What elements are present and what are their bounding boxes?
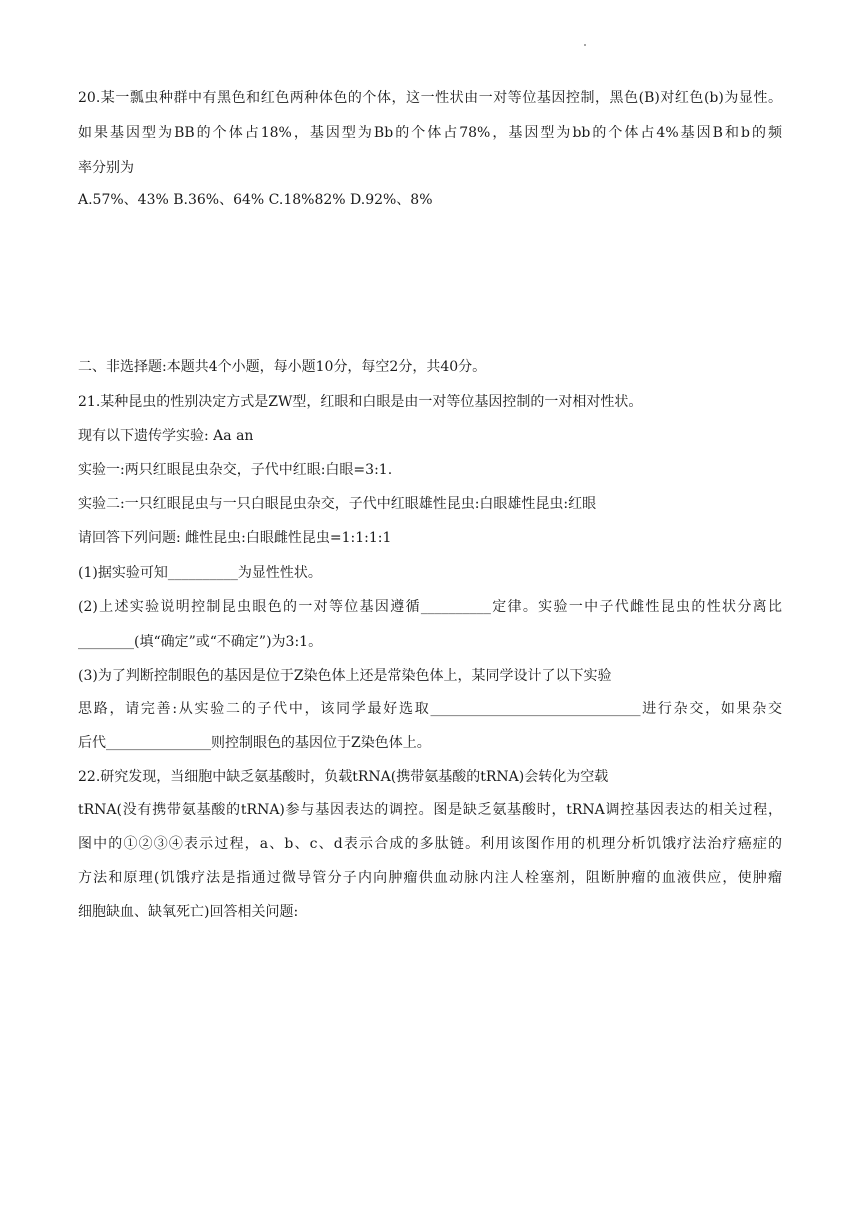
q22-line-2: tRNA(没有携带氨基酸的tRNA)参与基因表达的调控。图是缺乏氨基酸时，tRNA调控基因表达的相关过程， — [78, 802, 782, 818]
q21-line-2: 现有以下遗传学实验: Aa an — [78, 428, 254, 444]
q21-subquestion-3-cont: 思路，请完善:从实验二的子代中，该同学最好选取______________________________进行杂交，如果杂交 — [78, 701, 782, 717]
q21-subquestion-2: (2)上述实验说明控制昆虫眼色的一对等位基因遵循__________定律。实验一中子代雌性昆虫的性状分离比 — [78, 599, 782, 615]
q21-experiment-2: 实验二:一只红眼昆虫与一只白眼昆虫杂交，子代中红眼雄性昆虫:白眼雄性昆虫:红眼 — [78, 496, 597, 512]
q22-line-3: 图中的①②③④表示过程，a、b、c、d表示合成的多肽链。利用该图作用的机理分析饥饿疗法治疗癌症的 — [78, 836, 782, 852]
q22-line-4: 方法和原理(饥饿疗法是指通过微导管分子内向肿瘤供血动脉内注人栓塞剂，阻断肿瘤的血液供应，使肿瘤 — [78, 870, 782, 886]
q22-line-5: 细胞缺血、缺氧死亡)回答相关问题: — [78, 904, 299, 920]
q21-line-1: 21.某种昆虫的性别决定方式是ZW型，红眼和白眼是由一对等位基因控制的一对相对性状。 — [78, 394, 643, 410]
q21-subquestion-1: (1)据实验可知__________为显性性状。 — [78, 565, 322, 581]
q21-experiment-1: 实验一:两只红眼昆虫杂交，子代中红眼:白眼=3:1. — [78, 462, 393, 478]
q21-subquestion-3: (3)为了判断控制眼色的基因是位于Z染色体上还是常染色体上，某同学设计了以下实验 — [78, 668, 612, 684]
q22-line-1: 22.研究发现，当细胞中缺乏氨基酸时，负载tRNA(携带氨基酸的tRNA)会转化为空载 — [78, 769, 609, 785]
q20-stem-line-3: 率分别为 — [78, 160, 134, 176]
q21-subquestion-2-cont: ________(填“确定”或“不确定”)为3:1。 — [78, 634, 323, 650]
q21-subquestion-3-end: 后代_______________则控制眼色的基因位于Z染色体上。 — [78, 735, 431, 751]
q20-stem-line-1: 20.某一瓢虫种群中有黑色和红色两种体色的个体，这一性状由一对等位基因控制，黑色(B)对红色(b)为显性。 — [78, 90, 782, 106]
header-dot — [584, 44, 586, 46]
q21-line-5: 请回答下列问题: 雌性昆虫:白眼雌性昆虫=1:1:1:1 — [78, 530, 392, 546]
q20-stem-line-2: 如果基因型为BB的个体占18%，基因型为Bb的个体占78%，基因型为bb的个体占4%基因B和b的频 — [78, 125, 782, 141]
section-2-heading: 二、非选择题:本题共4个小题，每小题10分，每空2分，共40分。 — [78, 359, 487, 375]
q20-options: A.57%、43% B.36%、64% C.18%82% D.92%、8% — [78, 192, 433, 208]
